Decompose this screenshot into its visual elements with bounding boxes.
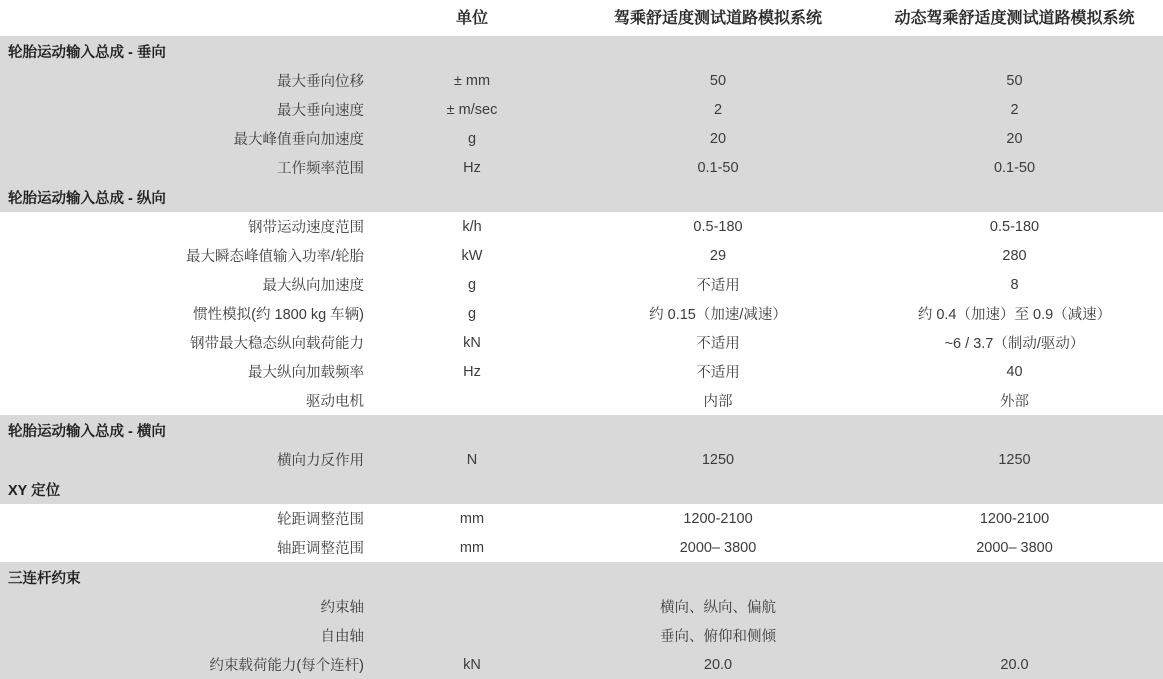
header-system-2: 动态驾乘舒适度测试道路模拟系统 bbox=[866, 0, 1163, 36]
row-value-2 bbox=[866, 592, 1163, 621]
section-spacer bbox=[570, 415, 866, 445]
row-value-2: 0.5-180 bbox=[866, 212, 1163, 241]
section-header-row bbox=[0, 562, 1163, 592]
section-spacer bbox=[866, 474, 1163, 504]
row-value-2 bbox=[866, 621, 1163, 650]
section-spacer bbox=[374, 415, 570, 445]
row-label: 最大纵向加载频率 bbox=[0, 357, 374, 386]
row-unit: Hz bbox=[374, 357, 570, 386]
table-row bbox=[0, 66, 1163, 95]
row-label: 最大垂向速度 bbox=[0, 95, 374, 124]
row-value-2: 280 bbox=[866, 241, 1163, 270]
row-value-2: 外部 bbox=[866, 386, 1163, 415]
row-value-1: 2000– 3800 bbox=[570, 533, 866, 562]
table-row bbox=[0, 328, 1163, 357]
table-row bbox=[0, 212, 1163, 241]
row-label: 最大纵向加速度 bbox=[0, 270, 374, 299]
section-spacer bbox=[570, 474, 866, 504]
row-label: 钢带运动速度范围 bbox=[0, 212, 374, 241]
row-label: 钢带最大稳态纵向载荷能力 bbox=[0, 328, 374, 357]
row-label: 驱动电机 bbox=[0, 386, 374, 415]
table-row bbox=[0, 445, 1163, 474]
row-label: 惯性模拟(约 1800 kg 车辆) bbox=[0, 299, 374, 328]
section-spacer bbox=[866, 182, 1163, 212]
table-body bbox=[0, 36, 1163, 679]
row-value-2: 8 bbox=[866, 270, 1163, 299]
header-unit: 单位 bbox=[374, 0, 570, 36]
section-title: 轮胎运动输入总成 - 垂向 bbox=[0, 36, 374, 66]
section-header-row bbox=[0, 36, 1163, 66]
row-unit: N bbox=[374, 445, 570, 474]
table-row bbox=[0, 504, 1163, 533]
row-value-1: 1200-2100 bbox=[570, 504, 866, 533]
row-label: 横向力反作用 bbox=[0, 445, 374, 474]
row-value-1: 50 bbox=[570, 66, 866, 95]
table-row bbox=[0, 124, 1163, 153]
table-row bbox=[0, 533, 1163, 562]
section-spacer bbox=[374, 474, 570, 504]
row-value-2: 1250 bbox=[866, 445, 1163, 474]
header-system-1: 驾乘舒适度测试道路模拟系统 bbox=[570, 0, 866, 36]
table-row bbox=[0, 241, 1163, 270]
section-spacer bbox=[570, 562, 866, 592]
table-row bbox=[0, 299, 1163, 328]
row-label: 最大瞬态峰值输入功率/轮胎 bbox=[0, 241, 374, 270]
row-label: 最大垂向位移 bbox=[0, 66, 374, 95]
row-value-1: 20.0 bbox=[570, 650, 866, 679]
row-unit: kN bbox=[374, 328, 570, 357]
row-unit: mm bbox=[374, 504, 570, 533]
section-header-row bbox=[0, 182, 1163, 212]
row-label: 约束载荷能力(每个连杆) bbox=[0, 650, 374, 679]
row-unit: Hz bbox=[374, 153, 570, 182]
row-value-2: 50 bbox=[866, 66, 1163, 95]
row-value-2: 20.0 bbox=[866, 650, 1163, 679]
row-label: 自由轴 bbox=[0, 621, 374, 650]
row-unit: mm bbox=[374, 533, 570, 562]
row-unit: kW bbox=[374, 241, 570, 270]
row-value-1: 不适用 bbox=[570, 357, 866, 386]
table-row bbox=[0, 386, 1163, 415]
row-unit: ± m/sec bbox=[374, 95, 570, 124]
row-value-1: 0.5-180 bbox=[570, 212, 866, 241]
row-value-2: 0.1-50 bbox=[866, 153, 1163, 182]
section-spacer bbox=[570, 36, 866, 66]
row-unit bbox=[374, 592, 570, 621]
table-row bbox=[0, 621, 1163, 650]
row-label: 最大峰值垂向加速度 bbox=[0, 124, 374, 153]
table-row bbox=[0, 270, 1163, 299]
section-spacer bbox=[374, 562, 570, 592]
row-label: 轮距调整范围 bbox=[0, 504, 374, 533]
row-unit: kN bbox=[374, 650, 570, 679]
section-spacer bbox=[374, 36, 570, 66]
section-spacer bbox=[866, 562, 1163, 592]
section-title: XY 定位 bbox=[0, 474, 374, 504]
row-value-1: 20 bbox=[570, 124, 866, 153]
row-unit: k/h bbox=[374, 212, 570, 241]
row-unit: g bbox=[374, 270, 570, 299]
row-unit: g bbox=[374, 124, 570, 153]
row-unit bbox=[374, 386, 570, 415]
section-spacer bbox=[374, 182, 570, 212]
header-blank bbox=[0, 0, 374, 36]
table-row bbox=[0, 650, 1163, 679]
section-header-row bbox=[0, 415, 1163, 445]
table-row bbox=[0, 592, 1163, 621]
row-label: 轴距调整范围 bbox=[0, 533, 374, 562]
row-value-1: 不适用 bbox=[570, 270, 866, 299]
row-value-2: ~6 / 3.7（制动/驱动） bbox=[866, 328, 1163, 357]
section-spacer bbox=[866, 415, 1163, 445]
row-value-1: 垂向、俯仰和侧倾 bbox=[570, 621, 866, 650]
row-value-1: 内部 bbox=[570, 386, 866, 415]
row-label: 工作频率范围 bbox=[0, 153, 374, 182]
row-unit: ± mm bbox=[374, 66, 570, 95]
row-value-1: 1250 bbox=[570, 445, 866, 474]
row-value-1: 2 bbox=[570, 95, 866, 124]
row-value-2: 20 bbox=[866, 124, 1163, 153]
table-header-row bbox=[0, 0, 1163, 36]
table-row bbox=[0, 95, 1163, 124]
row-value-1: 不适用 bbox=[570, 328, 866, 357]
section-title: 轮胎运动输入总成 - 横向 bbox=[0, 415, 374, 445]
row-value-1: 横向、纵向、偏航 bbox=[570, 592, 866, 621]
table-row bbox=[0, 357, 1163, 386]
row-unit: g bbox=[374, 299, 570, 328]
row-value-1: 约 0.15（加速/减速） bbox=[570, 299, 866, 328]
row-value-2: 约 0.4（加速）至 0.9（减速） bbox=[866, 299, 1163, 328]
row-label: 约束轴 bbox=[0, 592, 374, 621]
row-unit bbox=[374, 621, 570, 650]
section-title: 轮胎运动输入总成 - 纵向 bbox=[0, 182, 374, 212]
row-value-1: 0.1-50 bbox=[570, 153, 866, 182]
section-spacer bbox=[866, 36, 1163, 66]
section-title: 三连杆约束 bbox=[0, 562, 374, 592]
section-header-row bbox=[0, 474, 1163, 504]
section-spacer bbox=[570, 182, 866, 212]
row-value-2: 40 bbox=[866, 357, 1163, 386]
table-row bbox=[0, 153, 1163, 182]
row-value-2: 2 bbox=[866, 95, 1163, 124]
row-value-1: 29 bbox=[570, 241, 866, 270]
row-value-2: 2000– 3800 bbox=[866, 533, 1163, 562]
row-value-2: 1200-2100 bbox=[866, 504, 1163, 533]
